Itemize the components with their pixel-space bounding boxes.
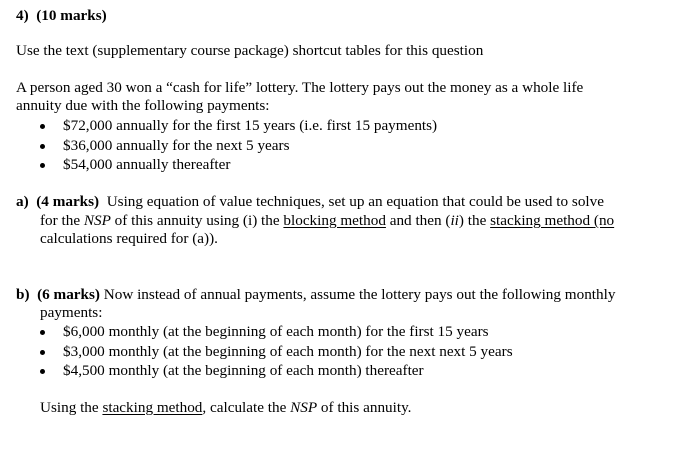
part-a-marks: (4 marks) xyxy=(36,193,100,210)
bullet-icon xyxy=(40,124,45,129)
part-a-line-2 xyxy=(40,212,614,230)
part-b-final-a: Using the xyxy=(40,399,103,416)
part-a-text-2d: ) the xyxy=(458,212,491,229)
part-b-marks: (6 marks) xyxy=(37,286,100,303)
intro-bullet-3: $54,000 annually thereafter xyxy=(63,156,231,173)
bullet-icon xyxy=(40,163,45,168)
part-b-final-c: of this annuity. xyxy=(317,399,412,416)
question-heading xyxy=(16,7,107,25)
stacking-method-term: stacking method xyxy=(490,212,594,229)
part-b-final-b: , calculate the xyxy=(202,399,291,416)
part-b-final-line xyxy=(40,399,411,417)
bullet-icon xyxy=(40,330,45,335)
part-a-line-1 xyxy=(16,193,604,211)
question-number: 4) xyxy=(16,7,29,24)
part-a-text-1: Using equation of value techniques, set up an equation that could be used to solve xyxy=(106,193,604,210)
part-b-bullet-3: $4,500 monthly (at the beginning of each month) thereafter xyxy=(63,362,424,379)
part-b-line-2: payments: xyxy=(40,304,103,321)
nsp-term-b: NSP xyxy=(290,399,318,416)
bullet-icon xyxy=(40,369,45,374)
part-a-text-2e: (no xyxy=(593,212,615,229)
part-a-ii: ii xyxy=(450,212,459,229)
intro-bullet-2: $36,000 annually for the next 5 years xyxy=(63,137,290,154)
part-b-text-1: Now instead of annual payments, assume the lottery pays out the following monthly xyxy=(103,286,616,303)
instruction-text: Use the text (supplementary course package) shortcut tables for this question xyxy=(16,42,484,59)
question-marks: (10 marks) xyxy=(36,7,107,24)
part-a-text-2a: for the xyxy=(40,212,84,229)
bullet-icon xyxy=(40,350,45,355)
part-a-text-2c: and then ( xyxy=(385,212,451,229)
part-a-text-2b: of this annuity using (i) the xyxy=(110,212,284,229)
part-b-line-1 xyxy=(16,286,615,304)
blocking-method-term: blocking method xyxy=(283,212,386,229)
nsp-term: NSP xyxy=(83,212,111,229)
intro-line-2: annuity due with the following payments: xyxy=(16,97,270,114)
bullet-icon xyxy=(40,144,45,149)
part-a-label: a) xyxy=(16,193,29,210)
part-b-bullet-1: $6,000 monthly (at the beginning of each month) for the first 15 years xyxy=(63,323,489,340)
part-b-bullet-2: $3,000 monthly (at the beginning of each month) for the next next 5 years xyxy=(63,343,513,360)
part-b-label: b) xyxy=(16,286,30,303)
part-a-line-3: calculations required for (a)). xyxy=(40,230,218,247)
intro-line-1: A person aged 30 won a “cash for life” lottery. The lottery pays out the money as a whole life xyxy=(16,79,584,96)
stacking-method-term-b: stacking method xyxy=(102,399,203,416)
intro-bullet-1: $72,000 annually for the first 15 years (i.e. first 15 payments) xyxy=(63,117,438,134)
